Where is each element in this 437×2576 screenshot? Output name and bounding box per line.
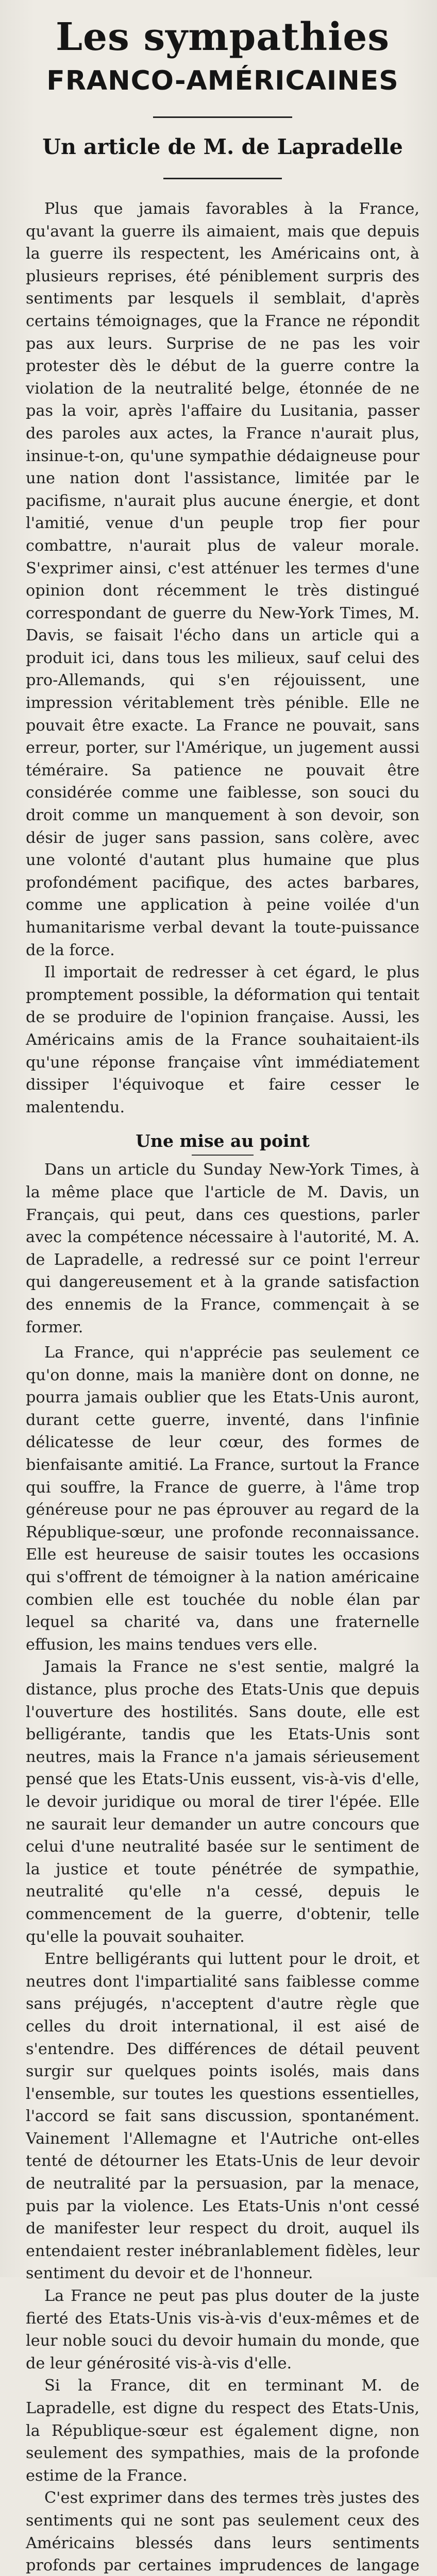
body-paragraph-6: Si la France, dit en terminant M. de Lapradelle, est digne du respect des Etats-Unis, la République-sœur est également digne, non seulement des sympathies, mais de la profonde estime de la France. [26,2377,419,2485]
section-divider [192,1155,254,1156]
byline-divider [163,178,282,179]
body-paragraph-4: Entre belligérants qui luttent pour le droit, et neutres dont l'impartialité sans faiblesse comme sans préjugés, n'acceptent d'autre règle que celles du droit international, il est aisé de s'entendre. Des différences de détail peuvent surgir sur quelques points isolés, mais dans l'ensemble, sur toutes les questions essentielles, l'accord se fait sans discussion, spontanément. Vainement l'Allemagne et l'Autriche ont-elles tenté de détourner les Etats-Unis de leur devoir de neutralité par la persuasion, par la menace, puis par la violence. Les Etats-Unis n'ont cessé de manifester leur respect du droit, auquel ils entendaient rester inébranlablement fidèles, leur sentiment du devoir et de l'honneur. [26,1950,419,2283]
article-byline: Un article de M. de Lapradelle [42,134,403,159]
intro-paragraph-2: Il importait de redresser à cet égard, le plus promptement possible, la déformation qui tentait de se produire de l'opinion française. Aussi, les Américains amis de la France souhaitaient-ils qu'une réponse française vînt immédiatement dissiper l'équivoque et faire cesser le malentendu. [26,963,419,1116]
article-title: Les sympathies [55,15,390,59]
title-divider [153,116,292,118]
body-paragraph-1: Dans un article du Sunday New-York Times, à la même place que l'article de M. Davis, un Français, qui peut, dans ces questions, parler avec la compétence nécessaire à l'autorité, M. A. de Lapradelle, a redressé sur ce point l'erreur qui dangereusement et à la grande satisfaction des ennemis de la France, commençait à se former. [26,1161,419,1336]
intro-paragraph-1: Plus que jamais favorables à la France, qu'avant la guerre ils aimaient, mais que depuis la guerre ils respectent, les Américains ont, à plusieurs reprises, été péniblement surpris des sentiments par lesquels il semblait, d'après certains témoignages, que la France ne répondit pas aux leurs. Surprise de ne pas les voir protester dès le début de la guerre contre la violation de la neutralité belge, étonnée de ne pas la voir, après l'affaire du Lusitania, passer des paroles aux actes, la France n'aurait plus, insinue-t-on, qu'une sympathie dédaigneuse pour une nation dont l'assistance, limitée par le pacifisme, n'aurait plus aucune énergie, et dont l'amitié, venue d'un peuple trop fier pour combattre, n'aurait plus de valeur morale. S'exprimer ainsi, c'est atténuer les termes d'une opinion dont récemment le très distingué correspondant de guerre du New-York Times, M. Davis, se faisait l'écho dans un article qui a produit ici, dans tous les milieux, sauf celui des pro-Allemands, qui s'en réjouissent, une impression véritablement très pénible. Elle ne pouvait être exacte. La France ne pouvait, sans erreur, porter, sur l'Amérique, un jugement aussi téméraire. Sa patience ne pouvait être considérée comme une faiblesse, son souci du droit comme un manquement à son devoir, son désir de juger sans passion, sans colère, avec une volonté d'autant plus humaine que plus profondément pacifique, des actes barbares, comme une application à peine voilée d'un humanitarisme verbal devant la toute-puissance de la force. [26,200,419,959]
article-subtitle: FRANCO-AMÉRICAINES [46,65,399,96]
body-paragraph-7: C'est exprimer dans des termes très justes des sentiments qui ne sont pas seulement ceux des Américains blessés dans leurs sentiments profonds par certaines imprudences de langage [26,2489,419,2575]
body-paragraph-3: Jamais la France ne s'est sentie, malgré la distance, plus proche des Etats-Unis que depuis l'ouverture des hostilités. Sans doute, elle est belligérante, tandis que les Etats-Unis sont neutres, mais la France n'a jamais sérieusement pensé que les Etats-Unis eussent, vis-à-vis d'elle, le devoir juridique ou moral de tirer l'épée. Elle ne saurait leur demander un autre concours que celui d'une neutralité basée sur le sentiment de la justice et toute pénétrée de sympathie, neutralité qu'elle n'a cessé, depuis le commencement de la guerre, d'obtenir, telle qu'elle la pouvait souhaiter. [26,1658,419,1946]
body-paragraph-5: La France ne peut pas plus douter de la juste fierté des Etats-Unis vis-à-vis d'eux-mêmes et de leur noble souci du devoir humain du monde, que de leur générosité vis-à-vis d'elle. [26,2287,419,2372]
section-heading: Une mise au point [136,1131,310,1151]
body-paragraph-2: La France, qui n'apprécie pas seulement ce qu'on donne, mais la manière dont on donne, ne pourra jamais oublier que les Etats-Unis auront, durant cette guerre, inventé, dans l'infinie délicatesse de leur cœur, des formes de bienfaisante amitié. La France, surtout la France qui souffre, la France de guerre, à l'âme trop généreuse pour ne pas éprouver au regard de la République-sœur, une profonde reconnaissance. Elle est heureuse de saisir toutes les occasions qui s'offrent de témoigner à la nation américaine combien elle est touchée du noble élan par lequel sa charité va, dans une fraternelle effusion, les mains tendues vers elle. [26,1344,419,1654]
